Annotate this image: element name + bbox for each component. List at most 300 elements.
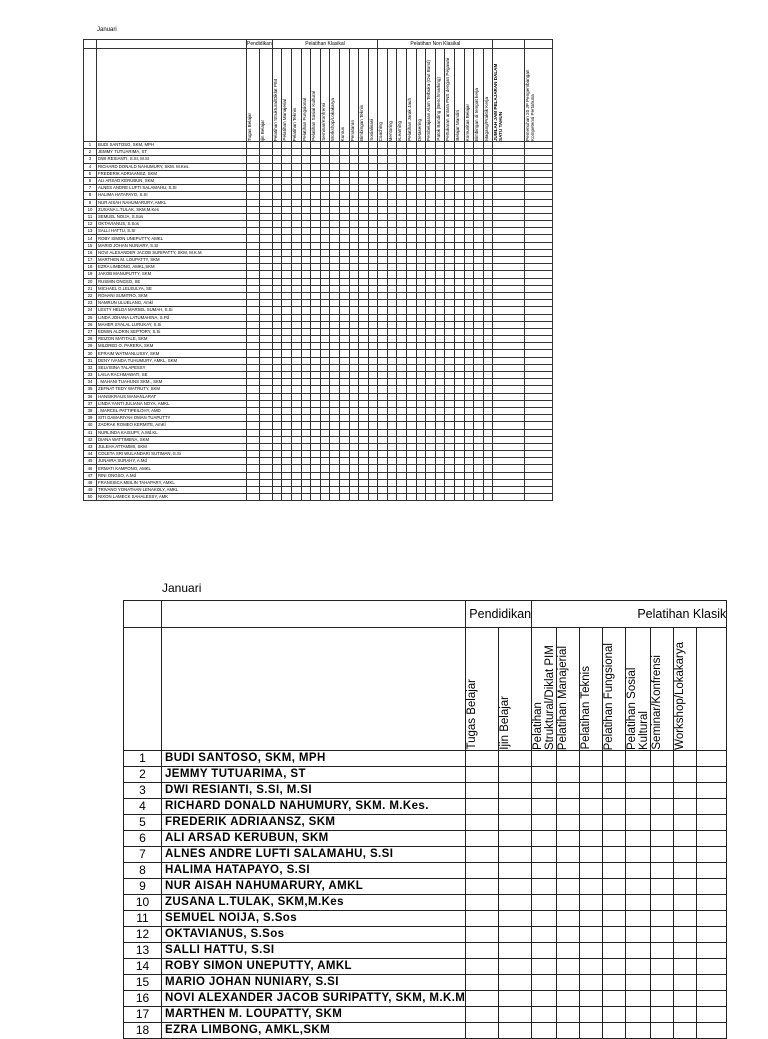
data-cell[interactable] bbox=[483, 407, 493, 414]
data-cell[interactable] bbox=[301, 328, 311, 335]
data-cell[interactable] bbox=[426, 163, 436, 170]
data-cell[interactable] bbox=[311, 451, 321, 458]
data-cell[interactable] bbox=[349, 343, 359, 350]
data-cell[interactable] bbox=[330, 307, 340, 314]
data-cell[interactable] bbox=[349, 350, 359, 357]
data-cell[interactable] bbox=[435, 415, 445, 422]
data-cell[interactable] bbox=[359, 271, 369, 278]
data-cell[interactable] bbox=[557, 911, 580, 927]
data-cell[interactable] bbox=[387, 494, 397, 501]
data-cell[interactable] bbox=[330, 192, 340, 199]
data-cell[interactable] bbox=[426, 357, 436, 364]
data-cell[interactable] bbox=[603, 991, 626, 1007]
data-cell[interactable] bbox=[435, 285, 445, 292]
data-cell[interactable] bbox=[426, 285, 436, 292]
data-cell[interactable] bbox=[416, 314, 426, 321]
data-cell[interactable] bbox=[435, 278, 445, 285]
data-cell[interactable] bbox=[464, 357, 474, 364]
data-cell[interactable] bbox=[320, 264, 330, 271]
data-cell[interactable] bbox=[483, 343, 493, 350]
data-cell[interactable] bbox=[301, 336, 311, 343]
data-cell[interactable] bbox=[445, 451, 455, 458]
data-cell[interactable] bbox=[483, 242, 493, 249]
data-cell[interactable] bbox=[359, 235, 369, 242]
data-cell[interactable] bbox=[407, 465, 417, 472]
data-cell[interactable] bbox=[499, 783, 532, 799]
data-cell[interactable] bbox=[272, 235, 282, 242]
data-cell[interactable] bbox=[397, 343, 407, 350]
data-cell[interactable] bbox=[368, 177, 378, 184]
data-cell[interactable] bbox=[532, 911, 557, 927]
data-cell[interactable] bbox=[387, 242, 397, 249]
data-cell[interactable] bbox=[339, 300, 349, 307]
data-cell[interactable] bbox=[311, 487, 321, 494]
data-cell[interactable] bbox=[674, 815, 697, 831]
data-cell[interactable] bbox=[259, 271, 272, 278]
data-cell[interactable] bbox=[349, 177, 359, 184]
data-cell[interactable] bbox=[259, 328, 272, 335]
data-cell[interactable] bbox=[464, 436, 474, 443]
data-cell[interactable] bbox=[282, 328, 292, 335]
data-cell[interactable] bbox=[259, 479, 272, 486]
data-cell[interactable] bbox=[426, 343, 436, 350]
data-cell[interactable] bbox=[368, 443, 378, 450]
data-cell[interactable] bbox=[407, 429, 417, 436]
data-cell[interactable] bbox=[435, 192, 445, 199]
data-cell[interactable] bbox=[557, 991, 580, 1007]
data-cell[interactable] bbox=[387, 422, 397, 429]
data-cell[interactable] bbox=[320, 443, 330, 450]
data-cell[interactable] bbox=[525, 307, 553, 314]
data-cell[interactable] bbox=[311, 221, 321, 228]
data-cell[interactable] bbox=[301, 271, 311, 278]
data-cell[interactable] bbox=[387, 177, 397, 184]
data-cell[interactable] bbox=[349, 292, 359, 299]
data-cell[interactable] bbox=[474, 451, 484, 458]
data-cell[interactable] bbox=[311, 400, 321, 407]
data-cell[interactable] bbox=[464, 192, 474, 199]
data-cell[interactable] bbox=[339, 443, 349, 450]
data-cell[interactable] bbox=[282, 357, 292, 364]
data-cell[interactable] bbox=[557, 783, 580, 799]
data-cell[interactable] bbox=[301, 386, 311, 393]
data-cell[interactable] bbox=[397, 422, 407, 429]
data-cell[interactable] bbox=[282, 307, 292, 314]
data-cell[interactable] bbox=[359, 249, 369, 256]
data-cell[interactable] bbox=[330, 386, 340, 393]
data-cell[interactable] bbox=[426, 321, 436, 328]
data-cell[interactable] bbox=[674, 783, 697, 799]
data-cell[interactable] bbox=[320, 415, 330, 422]
data-cell[interactable] bbox=[387, 235, 397, 242]
data-cell[interactable] bbox=[416, 170, 426, 177]
data-cell[interactable] bbox=[387, 343, 397, 350]
data-cell[interactable] bbox=[387, 300, 397, 307]
data-cell[interactable] bbox=[455, 199, 465, 206]
data-cell[interactable] bbox=[464, 336, 474, 343]
data-cell[interactable] bbox=[426, 436, 436, 443]
data-cell[interactable] bbox=[291, 228, 301, 235]
data-cell[interactable] bbox=[464, 379, 474, 386]
data-cell[interactable] bbox=[474, 364, 484, 371]
data-cell[interactable] bbox=[349, 321, 359, 328]
data-cell[interactable] bbox=[416, 343, 426, 350]
data-cell[interactable] bbox=[397, 235, 407, 242]
data-cell[interactable] bbox=[349, 264, 359, 271]
data-cell[interactable] bbox=[455, 314, 465, 321]
data-cell[interactable] bbox=[435, 472, 445, 479]
data-cell[interactable] bbox=[301, 213, 311, 220]
data-cell[interactable] bbox=[603, 895, 626, 911]
data-cell[interactable] bbox=[368, 458, 378, 465]
data-cell[interactable] bbox=[339, 314, 349, 321]
data-cell[interactable] bbox=[407, 199, 417, 206]
data-cell[interactable] bbox=[301, 278, 311, 285]
data-cell[interactable] bbox=[291, 422, 301, 429]
data-cell[interactable] bbox=[311, 213, 321, 220]
data-cell[interactable] bbox=[349, 487, 359, 494]
data-cell[interactable] bbox=[407, 314, 417, 321]
data-cell[interactable] bbox=[474, 328, 484, 335]
data-cell[interactable] bbox=[651, 767, 674, 783]
data-cell[interactable] bbox=[464, 264, 474, 271]
data-cell[interactable] bbox=[259, 443, 272, 450]
data-cell[interactable] bbox=[416, 472, 426, 479]
data-cell[interactable] bbox=[416, 271, 426, 278]
data-cell[interactable] bbox=[291, 307, 301, 314]
data-cell[interactable] bbox=[455, 142, 465, 149]
data-cell[interactable] bbox=[282, 170, 292, 177]
data-cell[interactable] bbox=[697, 863, 727, 879]
data-cell[interactable] bbox=[407, 372, 417, 379]
data-cell[interactable] bbox=[259, 177, 272, 184]
data-cell[interactable] bbox=[378, 177, 388, 184]
data-cell[interactable] bbox=[525, 422, 553, 429]
data-cell[interactable] bbox=[407, 472, 417, 479]
data-cell[interactable] bbox=[435, 465, 445, 472]
data-cell[interactable] bbox=[330, 350, 340, 357]
data-cell[interactable] bbox=[532, 927, 557, 943]
data-cell[interactable] bbox=[311, 343, 321, 350]
data-cell[interactable] bbox=[445, 321, 455, 328]
data-cell[interactable] bbox=[603, 879, 626, 895]
data-cell[interactable] bbox=[272, 149, 282, 156]
data-cell[interactable] bbox=[378, 300, 388, 307]
data-cell[interactable] bbox=[272, 429, 282, 436]
data-cell[interactable] bbox=[455, 228, 465, 235]
data-cell[interactable] bbox=[291, 472, 301, 479]
data-cell[interactable] bbox=[378, 328, 388, 335]
data-cell[interactable] bbox=[435, 479, 445, 486]
data-cell[interactable] bbox=[387, 206, 397, 213]
data-cell[interactable] bbox=[311, 479, 321, 486]
data-cell[interactable] bbox=[474, 285, 484, 292]
data-cell[interactable] bbox=[301, 458, 311, 465]
data-cell[interactable] bbox=[259, 249, 272, 256]
data-cell[interactable] bbox=[368, 479, 378, 486]
data-cell[interactable] bbox=[387, 458, 397, 465]
data-cell[interactable] bbox=[493, 185, 525, 192]
data-cell[interactable] bbox=[493, 393, 525, 400]
data-cell[interactable] bbox=[435, 271, 445, 278]
data-cell[interactable] bbox=[603, 783, 626, 799]
data-cell[interactable] bbox=[378, 393, 388, 400]
data-cell[interactable] bbox=[339, 156, 349, 163]
data-cell[interactable] bbox=[330, 458, 340, 465]
data-cell[interactable] bbox=[339, 422, 349, 429]
data-cell[interactable] bbox=[697, 879, 727, 895]
data-cell[interactable] bbox=[339, 264, 349, 271]
data-cell[interactable] bbox=[247, 393, 260, 400]
data-cell[interactable] bbox=[525, 235, 553, 242]
data-cell[interactable] bbox=[259, 472, 272, 479]
data-cell[interactable] bbox=[435, 213, 445, 220]
data-cell[interactable] bbox=[474, 307, 484, 314]
data-cell[interactable] bbox=[474, 487, 484, 494]
data-cell[interactable] bbox=[416, 487, 426, 494]
data-cell[interactable] bbox=[378, 487, 388, 494]
data-cell[interactable] bbox=[407, 249, 417, 256]
data-cell[interactable] bbox=[426, 149, 436, 156]
data-cell[interactable] bbox=[378, 458, 388, 465]
data-cell[interactable] bbox=[349, 228, 359, 235]
data-cell[interactable] bbox=[464, 292, 474, 299]
data-cell[interactable] bbox=[474, 170, 484, 177]
data-cell[interactable] bbox=[378, 372, 388, 379]
data-cell[interactable] bbox=[435, 436, 445, 443]
data-cell[interactable] bbox=[445, 407, 455, 414]
data-cell[interactable] bbox=[368, 242, 378, 249]
data-cell[interactable] bbox=[483, 221, 493, 228]
data-cell[interactable] bbox=[626, 1007, 651, 1023]
data-cell[interactable] bbox=[301, 149, 311, 156]
data-cell[interactable] bbox=[603, 767, 626, 783]
data-cell[interactable] bbox=[455, 177, 465, 184]
data-cell[interactable] bbox=[368, 149, 378, 156]
data-cell[interactable] bbox=[445, 415, 455, 422]
data-cell[interactable] bbox=[674, 943, 697, 959]
data-cell[interactable] bbox=[247, 357, 260, 364]
data-cell[interactable] bbox=[301, 479, 311, 486]
data-cell[interactable] bbox=[247, 372, 260, 379]
data-cell[interactable] bbox=[455, 206, 465, 213]
data-cell[interactable] bbox=[455, 400, 465, 407]
data-cell[interactable] bbox=[445, 350, 455, 357]
data-cell[interactable] bbox=[445, 249, 455, 256]
data-cell[interactable] bbox=[426, 336, 436, 343]
data-cell[interactable] bbox=[493, 451, 525, 458]
data-cell[interactable] bbox=[387, 292, 397, 299]
data-cell[interactable] bbox=[311, 436, 321, 443]
data-cell[interactable] bbox=[445, 458, 455, 465]
data-cell[interactable] bbox=[320, 379, 330, 386]
data-cell[interactable] bbox=[378, 156, 388, 163]
data-cell[interactable] bbox=[455, 465, 465, 472]
data-cell[interactable] bbox=[339, 429, 349, 436]
data-cell[interactable] bbox=[416, 336, 426, 343]
data-cell[interactable] bbox=[259, 429, 272, 436]
data-cell[interactable] bbox=[466, 863, 499, 879]
data-cell[interactable] bbox=[291, 364, 301, 371]
data-cell[interactable] bbox=[272, 156, 282, 163]
data-cell[interactable] bbox=[359, 393, 369, 400]
data-cell[interactable] bbox=[282, 372, 292, 379]
data-cell[interactable] bbox=[349, 393, 359, 400]
data-cell[interactable] bbox=[525, 213, 553, 220]
data-cell[interactable] bbox=[580, 799, 603, 815]
data-cell[interactable] bbox=[493, 177, 525, 184]
data-cell[interactable] bbox=[349, 443, 359, 450]
data-cell[interactable] bbox=[464, 393, 474, 400]
data-cell[interactable] bbox=[474, 177, 484, 184]
data-cell[interactable] bbox=[339, 242, 349, 249]
data-cell[interactable] bbox=[311, 271, 321, 278]
data-cell[interactable] bbox=[493, 336, 525, 343]
data-cell[interactable] bbox=[282, 242, 292, 249]
data-cell[interactable] bbox=[282, 206, 292, 213]
data-cell[interactable] bbox=[291, 465, 301, 472]
data-cell[interactable] bbox=[320, 206, 330, 213]
data-cell[interactable] bbox=[464, 257, 474, 264]
data-cell[interactable] bbox=[320, 336, 330, 343]
data-cell[interactable] bbox=[330, 494, 340, 501]
data-cell[interactable] bbox=[247, 213, 260, 220]
data-cell[interactable] bbox=[483, 300, 493, 307]
data-cell[interactable] bbox=[426, 170, 436, 177]
data-cell[interactable] bbox=[557, 751, 580, 767]
data-cell[interactable] bbox=[651, 911, 674, 927]
data-cell[interactable] bbox=[483, 307, 493, 314]
data-cell[interactable] bbox=[697, 927, 727, 943]
data-cell[interactable] bbox=[532, 1007, 557, 1023]
data-cell[interactable] bbox=[301, 494, 311, 501]
data-cell[interactable] bbox=[474, 149, 484, 156]
data-cell[interactable] bbox=[483, 364, 493, 371]
data-cell[interactable] bbox=[311, 364, 321, 371]
data-cell[interactable] bbox=[259, 278, 272, 285]
data-cell[interactable] bbox=[466, 943, 499, 959]
data-cell[interactable] bbox=[301, 357, 311, 364]
data-cell[interactable] bbox=[378, 278, 388, 285]
data-cell[interactable] bbox=[272, 300, 282, 307]
data-cell[interactable] bbox=[407, 285, 417, 292]
data-cell[interactable] bbox=[435, 451, 445, 458]
data-cell[interactable] bbox=[651, 879, 674, 895]
data-cell[interactable] bbox=[397, 177, 407, 184]
data-cell[interactable] bbox=[435, 300, 445, 307]
data-cell[interactable] bbox=[483, 228, 493, 235]
data-cell[interactable] bbox=[557, 975, 580, 991]
data-cell[interactable] bbox=[282, 336, 292, 343]
data-cell[interactable] bbox=[282, 314, 292, 321]
data-cell[interactable] bbox=[339, 372, 349, 379]
data-cell[interactable] bbox=[330, 228, 340, 235]
data-cell[interactable] bbox=[557, 863, 580, 879]
data-cell[interactable] bbox=[474, 465, 484, 472]
data-cell[interactable] bbox=[311, 228, 321, 235]
data-cell[interactable] bbox=[493, 163, 525, 170]
data-cell[interactable] bbox=[247, 407, 260, 414]
data-cell[interactable] bbox=[603, 863, 626, 879]
data-cell[interactable] bbox=[320, 393, 330, 400]
data-cell[interactable] bbox=[493, 228, 525, 235]
data-cell[interactable] bbox=[397, 156, 407, 163]
data-cell[interactable] bbox=[291, 156, 301, 163]
data-cell[interactable] bbox=[464, 206, 474, 213]
data-cell[interactable] bbox=[416, 357, 426, 364]
data-cell[interactable] bbox=[493, 285, 525, 292]
data-cell[interactable] bbox=[387, 321, 397, 328]
data-cell[interactable] bbox=[311, 443, 321, 450]
data-cell[interactable] bbox=[651, 991, 674, 1007]
data-cell[interactable] bbox=[493, 415, 525, 422]
data-cell[interactable] bbox=[359, 451, 369, 458]
data-cell[interactable] bbox=[407, 292, 417, 299]
data-cell[interactable] bbox=[445, 436, 455, 443]
data-cell[interactable] bbox=[474, 206, 484, 213]
data-cell[interactable] bbox=[301, 142, 311, 149]
data-cell[interactable] bbox=[291, 487, 301, 494]
data-cell[interactable] bbox=[311, 170, 321, 177]
data-cell[interactable] bbox=[378, 314, 388, 321]
data-cell[interactable] bbox=[247, 228, 260, 235]
data-cell[interactable] bbox=[483, 257, 493, 264]
data-cell[interactable] bbox=[525, 479, 553, 486]
data-cell[interactable] bbox=[499, 1007, 532, 1023]
data-cell[interactable] bbox=[474, 479, 484, 486]
data-cell[interactable] bbox=[320, 170, 330, 177]
data-cell[interactable] bbox=[580, 1023, 603, 1039]
data-cell[interactable] bbox=[603, 927, 626, 943]
data-cell[interactable] bbox=[407, 170, 417, 177]
data-cell[interactable] bbox=[466, 767, 499, 783]
data-cell[interactable] bbox=[330, 372, 340, 379]
data-cell[interactable] bbox=[330, 292, 340, 299]
data-cell[interactable] bbox=[557, 879, 580, 895]
data-cell[interactable] bbox=[339, 487, 349, 494]
data-cell[interactable] bbox=[311, 292, 321, 299]
data-cell[interactable] bbox=[455, 357, 465, 364]
data-cell[interactable] bbox=[464, 314, 474, 321]
data-cell[interactable] bbox=[397, 393, 407, 400]
data-cell[interactable] bbox=[455, 479, 465, 486]
data-cell[interactable] bbox=[291, 199, 301, 206]
data-cell[interactable] bbox=[320, 307, 330, 314]
data-cell[interactable] bbox=[301, 350, 311, 357]
data-cell[interactable] bbox=[407, 451, 417, 458]
data-cell[interactable] bbox=[525, 343, 553, 350]
data-cell[interactable] bbox=[272, 314, 282, 321]
data-cell[interactable] bbox=[435, 149, 445, 156]
data-cell[interactable] bbox=[407, 343, 417, 350]
data-cell[interactable] bbox=[466, 815, 499, 831]
data-cell[interactable] bbox=[387, 249, 397, 256]
data-cell[interactable] bbox=[368, 429, 378, 436]
data-cell[interactable] bbox=[493, 372, 525, 379]
data-cell[interactable] bbox=[426, 213, 436, 220]
data-cell[interactable] bbox=[455, 163, 465, 170]
data-cell[interactable] bbox=[378, 185, 388, 192]
data-cell[interactable] bbox=[455, 300, 465, 307]
data-cell[interactable] bbox=[359, 278, 369, 285]
data-cell[interactable] bbox=[368, 400, 378, 407]
data-cell[interactable] bbox=[466, 831, 499, 847]
data-cell[interactable] bbox=[378, 170, 388, 177]
data-cell[interactable] bbox=[368, 472, 378, 479]
data-cell[interactable] bbox=[651, 783, 674, 799]
data-cell[interactable] bbox=[272, 407, 282, 414]
data-cell[interactable] bbox=[272, 142, 282, 149]
